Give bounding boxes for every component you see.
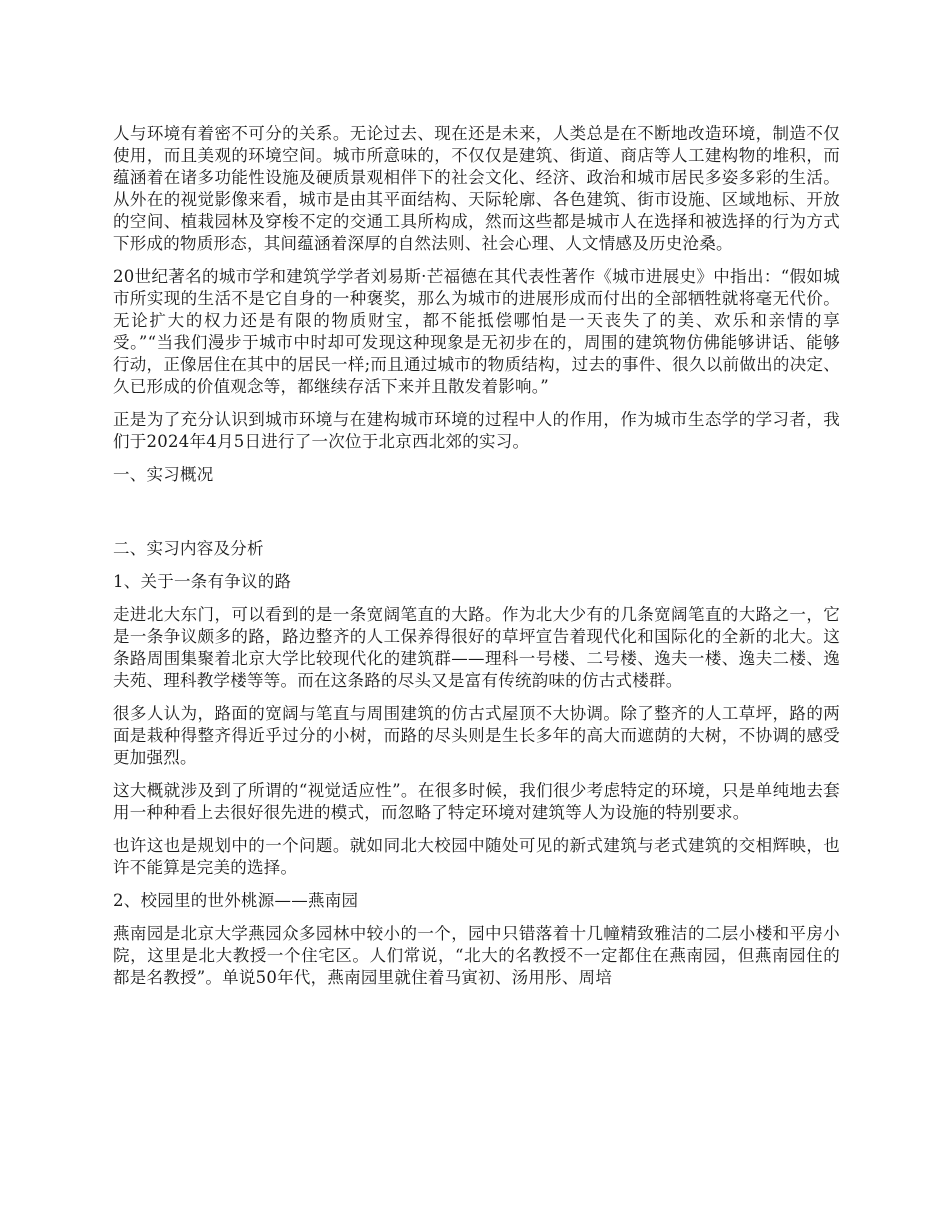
yannan-paragraph: 燕南园是北京大学燕园众多园林中较小的一个，园中只错落着十几幢精致雅洁的二层小楼和平房小院，这里是北大教授一个住宅区。人们常说，“北大的名教授不一定都住在燕南园，但燕南园住的都是名教授”。单说50年代，燕南园里就住着马寅初、汤用彤、周培 — [113, 924, 840, 987]
quote-paragraph: 20世纪著名的城市学和建筑学学者刘易斯·芒福德在其代表性著作《城市进展史》中指出：“假如城市所实现的生活不是它自身的一种褒奖，那么为城市的进展形成而付出的全部牺牲就将毫无代价。无论扩大的权力还是有限的物质财宝，都不能抵偿哪怕是一天丧失了的美、欢乐和亲情的享受。”“当我们漫步于城市中时却可发现这种现象是无初步在的，周围的建筑物仿佛能够讲话、能够行动，正像居住在其中的居民一样;而且通过城市的物质结构，过去的事件、很久以前做出的决定、久已形成的价值观念等，都继续存活下来并且散发着影响。” — [113, 267, 840, 396]
purpose-paragraph: 正是为了充分认识到城市环境与在建构城市环境的过程中人的作用，作为城市生态学的学习者，我们于2024年4月5日进行了一次位于北京西北郊的实习。 — [113, 410, 840, 451]
subsection-heading-road: 1、关于一条有争议的路 — [113, 572, 292, 591]
road-paragraph-4: 也许这也是规划中的一个问题。就如同北大校园中随处可见的新式建筑与老式建筑的交相辉映，也许不能算是完美的选择。 — [113, 836, 840, 877]
blank-gap — [113, 497, 840, 538]
road-paragraph-2: 很多人认为，路面的宽阔与笔直与周围建筑的仿古式屋顶不大协调。除了整齐的人工草坪，路的两面是栽种得整齐得近乎过分的小树，而路的尽头则是生长多年的高大而遮荫的大树，不协调的感受更加强烈。 — [113, 704, 840, 767]
section-heading-overview: 一、实习概况 — [113, 465, 214, 484]
intro-paragraph: 人与环境有着密不可分的关系。无论过去、现在还是未来，人类总是在不断地改造环境，制造不仅使用，而且美观的环境空间。城市所意味的，不仅仅是建筑、街道、商店等人工建构物的堆积，而蕴涵着在诸多功能性设施及硬质景观相伴下的社会文化、经济、政治和城市居民多姿多彩的生活。从外在的视觉影像来看，城市是由其平面结构、天际轮廓、各色建筑、街市设施、区域地标、开放的空间、植栽园林及穿梭不定的交通工具所构成，然而这些都是城市人在选择和被选择的行为方式下形成的物质形态，其间蕴涵着深厚的自然法则、社会心理、人文情感及历史沧桑。 — [113, 124, 840, 253]
document-page — [113, 123, 840, 1000]
road-paragraph-1: 走进北大东门，可以看到的是一条宽阔笔直的大路。作为北大少有的几条宽阔笔直的大路之一，它是一条争议颇多的路，路边整齐的人工保养得很好的草坪宣告着现代化和国际化的全新的北大。这条路周围集聚着北京大学比较现代化的建筑群——理科一号楼、二号楼、逸夫一楼、逸夫二楼、逸夫苑、理科教学楼等等。而在这条路的尽头又是富有传统韵味的仿古式楼群。 — [113, 605, 840, 690]
subsection-heading-yannan: 2、校园里的世外桃源——燕南园 — [113, 891, 359, 910]
road-paragraph-3: 这大概就涉及到了所谓的“视觉适应性”。在很多时候，我们很少考虑特定的环境，只是单纯地去套用一种种看上去很好很先进的模式，而忽略了特定环境对建筑等人为设施的特别要求。 — [113, 781, 840, 822]
section-heading-content: 二、实习内容及分析 — [113, 539, 264, 558]
